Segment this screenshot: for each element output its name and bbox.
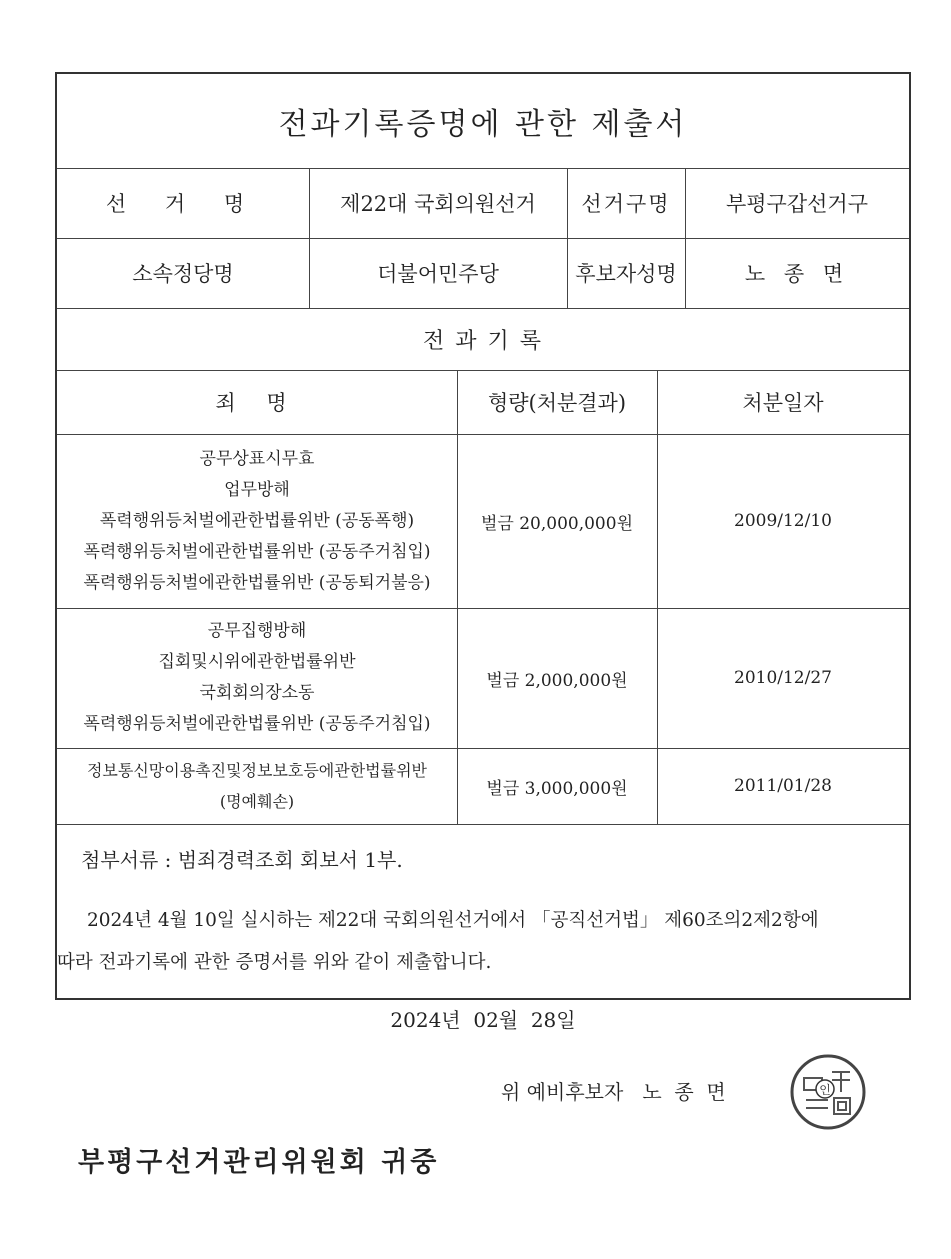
party-row: [57, 238, 909, 309]
offense-list: [57, 608, 457, 748]
disposition-date: 2011/01/28: [734, 776, 832, 796]
offense-item: 공무상표시무효: [199, 448, 315, 469]
election-value: 제22대 국회의원선거: [340, 192, 536, 216]
table-row: [57, 748, 909, 825]
official-seal: [788, 1052, 868, 1132]
candidate-label: 후보자성명: [575, 262, 677, 286]
statement-line-2: 따라 전과기록에 관한 증명서를 위와 같이 제출합니다.: [57, 952, 492, 973]
election-label: 선 거 명: [105, 192, 261, 216]
penalty: 벌금 2,000,000원: [486, 670, 628, 691]
offense-item: 폭력행위등처벌에관한법률위반 (공동주거침입): [83, 714, 431, 734]
offense-item: (명예훼손): [219, 792, 295, 811]
district-value: 부평구갑선거구: [725, 192, 868, 216]
header-date: 처분일자: [742, 391, 824, 415]
candidate-value: 노 종 면: [744, 262, 850, 286]
seal-mark: 인: [819, 1083, 831, 1097]
offense-item: 폭력행위등처벌에관한법률위반 (공동주거침입): [83, 541, 431, 562]
statement-line-1: 2024년 4월 10일 실시하는 제22대 국회의원선거에서 「공직선거법」 제60조의2제2항에: [87, 910, 819, 931]
offense-item: 국회회의장소동: [199, 683, 315, 703]
section-title: 전 과 기 록: [57, 308, 909, 371]
document-title: 전과기록증명에 관한 제출서: [57, 74, 909, 169]
table-header-row: [57, 370, 909, 435]
offense-item: 집회및시위에관한법률위반: [158, 652, 356, 672]
disposition-date: 2009/12/10: [734, 511, 832, 531]
district-label: 선거구명: [581, 192, 671, 216]
signer-line: 위 예비후보자 노 종 면: [501, 1080, 726, 1104]
offense-list: [57, 434, 457, 608]
election-row: [57, 168, 909, 239]
disposition-date: 2010/12/27: [734, 668, 832, 688]
penalty: 벌금 20,000,000원: [480, 513, 633, 534]
table-row: [57, 608, 909, 749]
party-value: 더불어민주당: [377, 262, 499, 286]
offense-item: 공무집행방해: [207, 621, 307, 641]
seal-icon: [788, 1052, 868, 1132]
party-label: 소속정당명: [132, 262, 234, 286]
submission-date: 2024년 02월 28일: [390, 1008, 576, 1032]
document-frame: [55, 72, 911, 1104]
table-row: [57, 434, 909, 609]
offense-item: 업무방해: [224, 479, 290, 500]
header-penalty: 형량(처분결과): [487, 391, 627, 415]
offense-item: 폭력행위등처벌에관한법률위반 (공동퇴거불응): [83, 572, 431, 593]
addressee: 부평구선거관리위원회 귀중: [78, 1147, 440, 1178]
header-offense: 죄 명: [215, 391, 299, 415]
offense-list: [57, 748, 457, 824]
attachment-note: 첨부서류 : 범죄경력조회 회보서 1부.: [81, 848, 403, 872]
offense-item: 폭력행위등처벌에관한법률위반 (공동폭행): [99, 510, 415, 531]
penalty: 벌금 3,000,000원: [486, 778, 628, 799]
offense-item: 정보통신망이용촉진및정보보호등에관한법률위반: [86, 761, 428, 780]
